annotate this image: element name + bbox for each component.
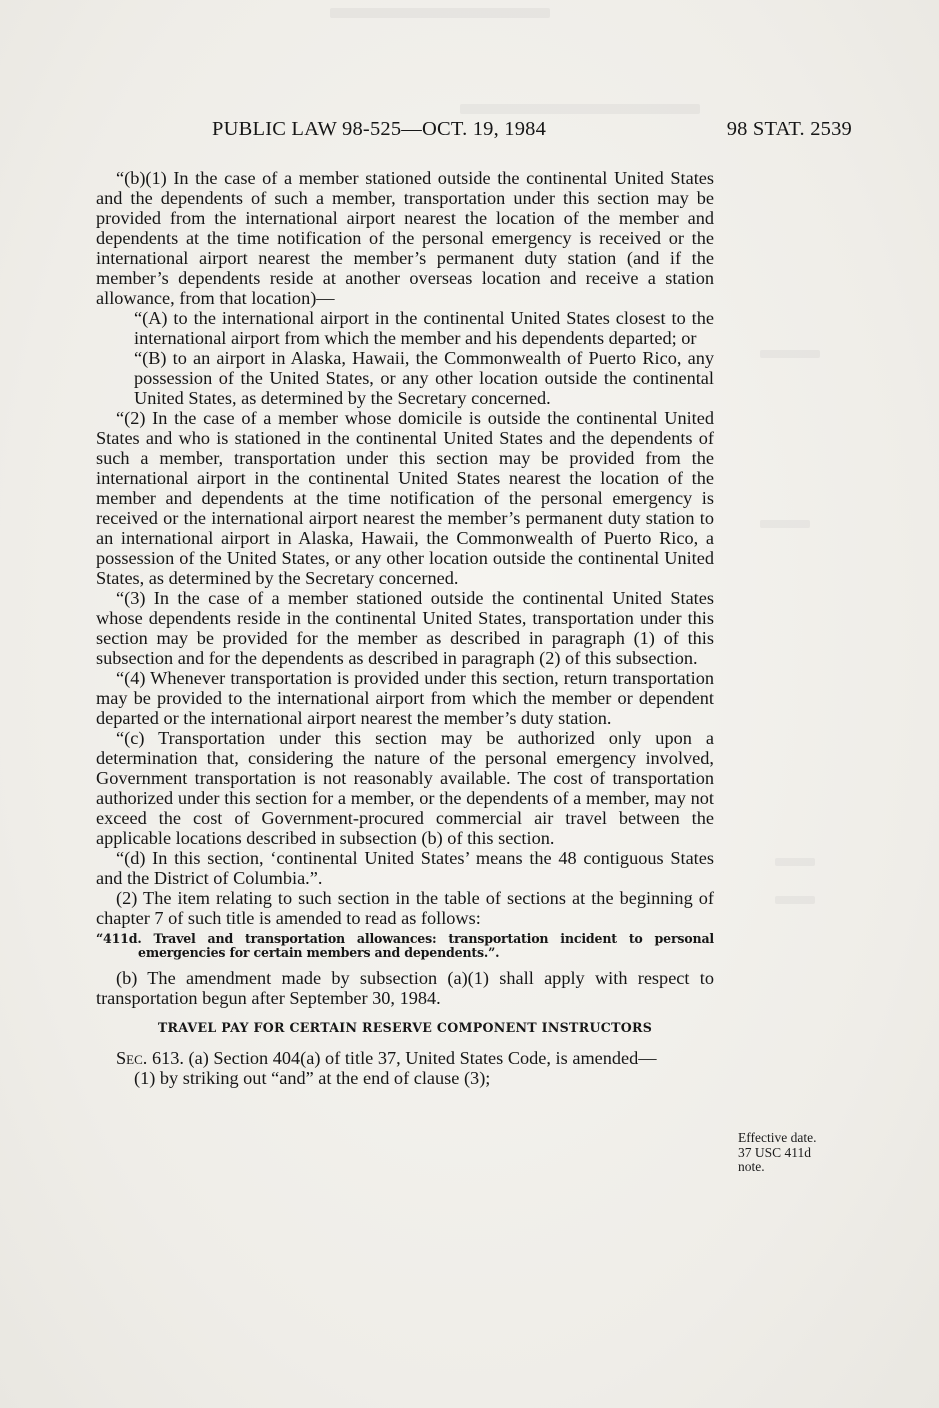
section-paragraph bbox=[96, 1048, 714, 1068]
bleed-through-mark bbox=[760, 520, 810, 528]
bleed-through-mark bbox=[330, 8, 550, 18]
paragraph bbox=[96, 968, 714, 1008]
subparagraph bbox=[134, 1068, 714, 1088]
paragraph bbox=[96, 408, 714, 588]
paragraph-text: (b) The amendment made by subsection (a)(1) shall apply with respect to transportation begun after September 30, 1984. bbox=[96, 968, 714, 1008]
page-header-stat: 98 STAT. 2539 bbox=[726, 118, 852, 140]
margin-note bbox=[738, 1131, 816, 1175]
paragraph bbox=[96, 888, 714, 928]
section-text: 613. (a) Section 404(a) of title 37, United States Code, is amended— bbox=[151, 1048, 657, 1068]
paragraph bbox=[96, 668, 714, 728]
statute-body bbox=[96, 168, 714, 1088]
paragraph-text: “(2) In the case of a member whose domicile is outside the continental United States and who is stationed in the continental United States and the dependents of such a member, transportation under this section may be provided from the international airport in the continental United States nearest the location of the member and dependents at the time notification of the personal emergency is received or the international airport nearest the member’s permanent duty station to an international airport in Alaska, Hawaii, the Commonwealth of Puerto Rico, a possession of the United States, or any other location outside the continental United States, as determined by the Secretary concerned. bbox=[96, 408, 714, 588]
margin-note-line: note. bbox=[738, 1159, 765, 1174]
subparagraph-text: (1) by striking out “and” at the end of clause (3); bbox=[134, 1068, 491, 1088]
table-item-text: “411d. Travel and transportation allowances: transportation incident to personal emergencies for certain members and dependents.”. bbox=[96, 931, 714, 960]
bleed-through-mark bbox=[775, 858, 815, 866]
subparagraph-text: “(A) to the international airport in the continental United States closest to the international airport from which the member and his dependents departed; or bbox=[134, 308, 714, 348]
section-heading: TRAVEL PAY FOR CERTAIN RESERVE COMPONENT INSTRUCTORS bbox=[157, 1020, 653, 1035]
paragraph bbox=[96, 848, 714, 888]
paragraph bbox=[96, 168, 714, 308]
subparagraph bbox=[134, 348, 714, 408]
margin-note-line: Effective date. bbox=[738, 1130, 817, 1145]
paragraph bbox=[96, 588, 714, 668]
bleed-through-mark bbox=[460, 104, 700, 114]
table-item-quote bbox=[96, 932, 714, 960]
paragraph-text: (2) The item relating to such section in the table of sections at the beginning of chapter 7 of such title is amended to read as follows: bbox=[96, 888, 714, 928]
paragraph-text: “(3) In the case of a member stationed outside the continental United States whose dependents reside in the continental United States, transportation under this section may be provided for the member as described in paragraph (1) of this subsection and for the dependents as described in paragraph (2) of this subsection. bbox=[96, 588, 714, 668]
margin-note-line: 37 USC 411d bbox=[738, 1144, 812, 1160]
section-label: Sec. bbox=[116, 1048, 148, 1068]
paragraph-text: “(b)(1) In the case of a member stationed outside the continental United States and the dependents of such a member, transportation under this section may be provided from the international airport nearest the location of the member and dependents at the time notification of the personal emergency is received or the international airport nearest the member’s permanent duty station (and if the member’s dependents reside at another overseas location and receive a station allowance, from that location)— bbox=[96, 168, 714, 308]
paragraph-text: “(4) Whenever transportation is provided under this section, return transportation may be provided to the international airport from which the member or dependent departed or the international airport nearest the member’s duty station. bbox=[96, 668, 714, 728]
subparagraph bbox=[134, 308, 714, 348]
page-header-title: PUBLIC LAW 98-525—OCT. 19, 1984 bbox=[212, 118, 547, 140]
paragraph-text: “(d) In this section, ‘continental United States’ means the 48 contiguous States and the District of Columbia.”. bbox=[96, 848, 714, 888]
bleed-through-mark bbox=[760, 350, 820, 358]
paragraph-text: “(c) Transportation under this section may be authorized only upon a determination that, considering the nature of the personal emergency involved, Government transportation is not reasonably available. The cost of transportation authorized under this section for a member, or the dependents of a member, may not exceed the cost of Government-procured commercial air travel between the applicable locations described in subsection (b) of this section. bbox=[96, 728, 714, 848]
subparagraph-text: “(B) to an airport in Alaska, Hawaii, the Commonwealth of Puerto Rico, any possession of the United States, or any other location outside the continental United States, as determined by the Secretary concerned. bbox=[134, 348, 714, 408]
bleed-through-mark bbox=[775, 896, 815, 904]
paragraph bbox=[96, 728, 714, 848]
